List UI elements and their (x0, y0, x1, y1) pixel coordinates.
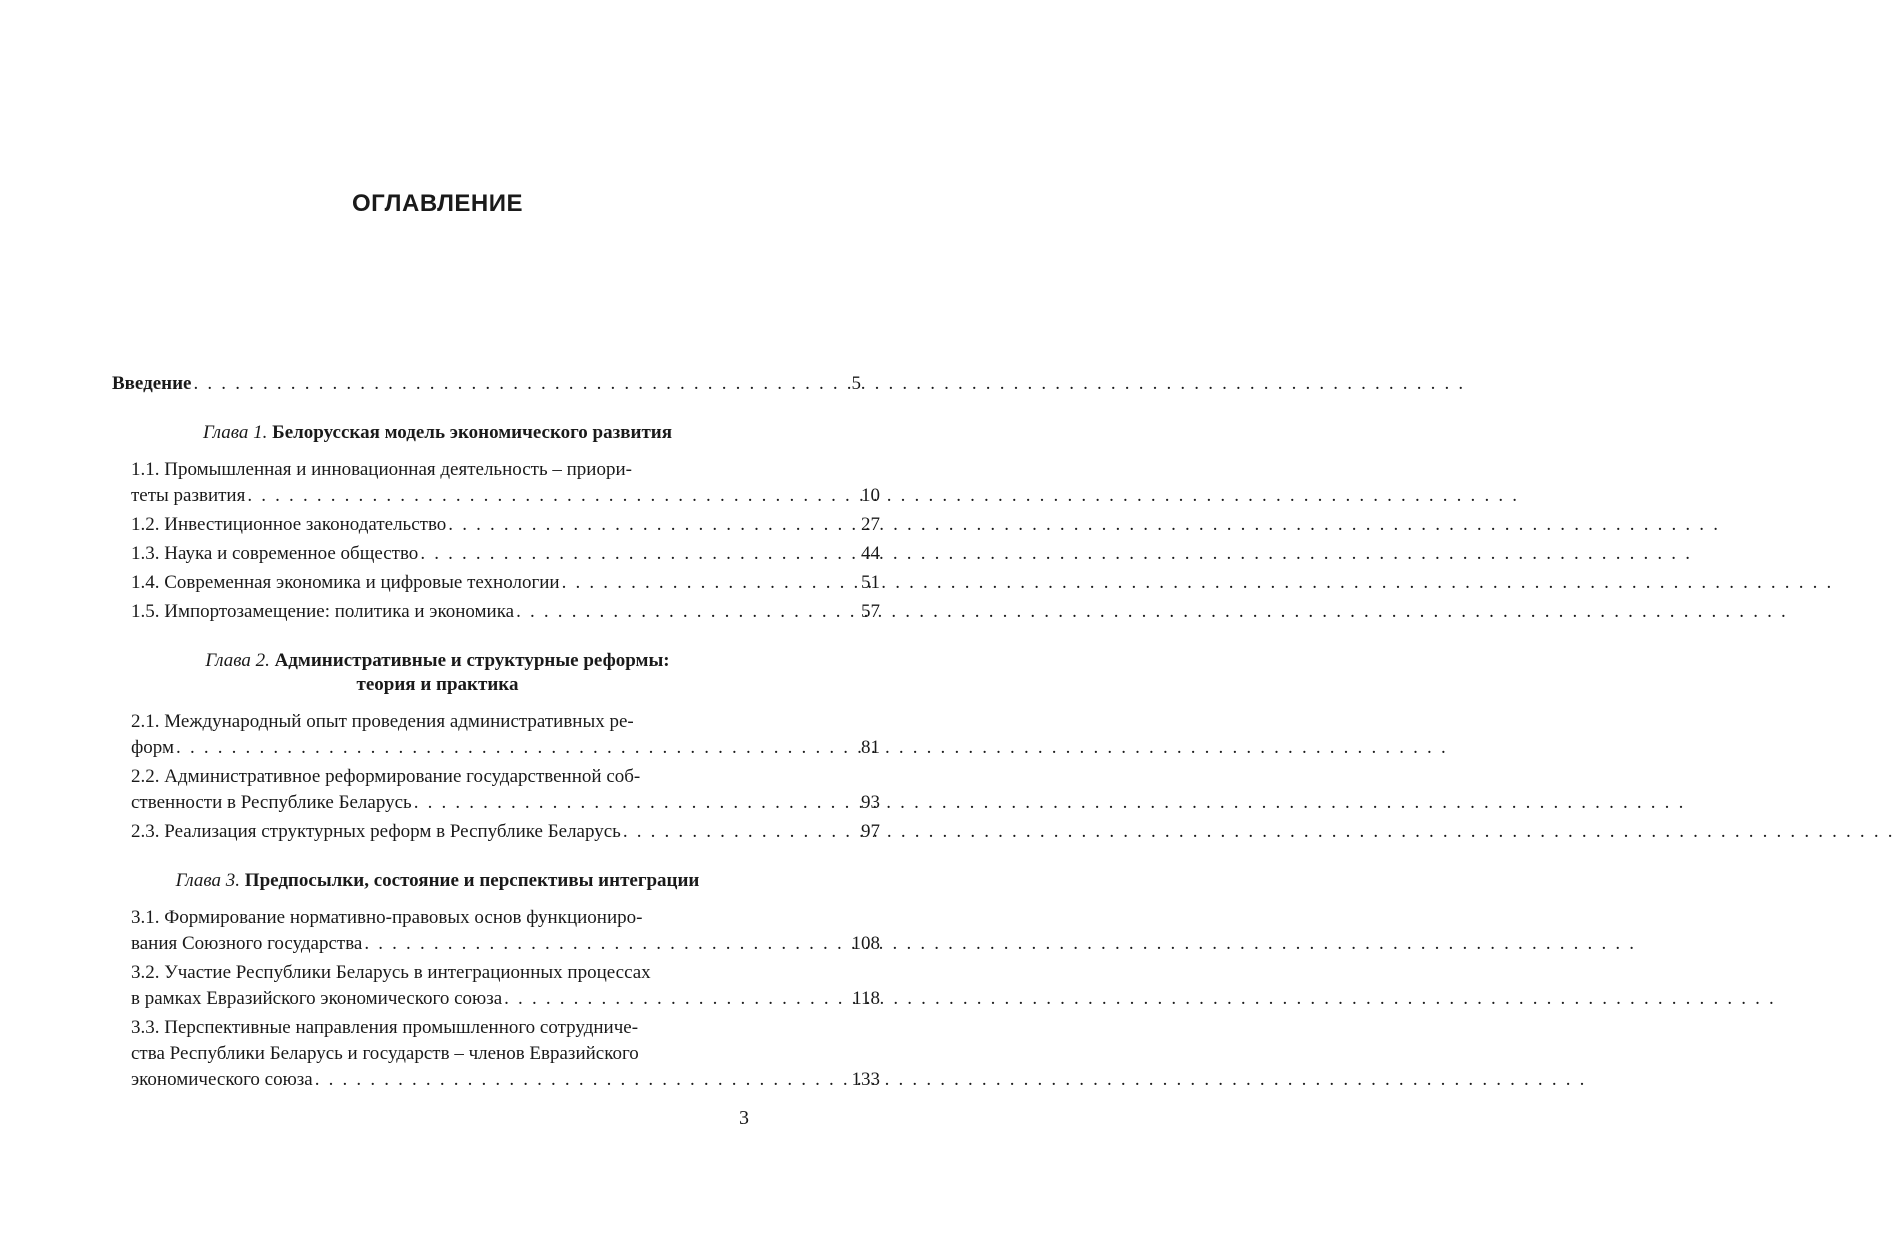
toc-entry-label: 1.5. Импортозамещение: политика и экономика (131, 601, 515, 622)
toc-page-number: 27 (861, 514, 880, 535)
toc-entry-3-3[interactable] (131, 1015, 880, 1093)
toc-entry-1-1[interactable] (131, 457, 880, 509)
toc-entry-3-1[interactable] (131, 905, 880, 957)
toc-entry-label: 1.2. Инвестиционное законодательство (131, 514, 447, 535)
toc-entry-introduction[interactable] (112, 371, 861, 397)
toc-entry-1-2[interactable] (131, 512, 880, 538)
toc-page-number: 57 (861, 601, 880, 622)
toc-entry-1-4[interactable] (131, 570, 880, 596)
chapter-label: Глава 3. (175, 870, 241, 891)
chapter-title: Предпосылки, состояние и перспективы интеграции (244, 870, 700, 891)
toc-entry-2-1[interactable] (131, 709, 880, 761)
toc-page-number: 133 (851, 1069, 880, 1090)
toc-entry-label: в рамках Евразийского экономического союза (131, 988, 503, 1009)
chapter-label: Глава 2. (205, 650, 270, 671)
toc-entry-2-2[interactable] (131, 764, 880, 816)
toc-entry-line: ства Республики Беларусь и государств – членов Евразийского (131, 1043, 639, 1064)
dot-leader (420, 541, 1692, 567)
toc-entry-line: 3.2. Участие Республики Беларусь в интеграционных процессах (131, 962, 651, 983)
toc-entry-3-2[interactable] (131, 960, 880, 1012)
chapter-heading-1 (0, 421, 875, 445)
toc-page-number: 44 (861, 543, 880, 564)
table-of-contents (0, 368, 880, 1096)
chapter-title: Административные и структурные реформы: (274, 650, 670, 671)
dot-leader (504, 986, 1776, 1012)
toc-entry-label: ственности в Республике Беларусь (131, 792, 412, 813)
toc-page-number: 97 (861, 821, 880, 842)
toc-page-number: 81 (861, 737, 880, 758)
dot-leader (414, 790, 1686, 816)
toc-entry-label: вания Союзного государства (131, 933, 363, 954)
toc-page-number: 51 (861, 572, 880, 593)
page-number-footer: 3 (739, 1107, 749, 1129)
toc-entry-label: 2.3. Реализация структурных реформ в Республике Беларусь (131, 821, 621, 842)
toc-entry-line: 3.1. Формирование нормативно-правовых основ функциониро- (131, 907, 643, 928)
toc-entry-2-3[interactable] (131, 819, 880, 845)
toc-page-number: 10 (861, 485, 880, 506)
toc-entry-label: 1.4. Современная экономика и цифровые технологии (131, 572, 560, 593)
toc-entry-1-3[interactable] (131, 541, 880, 567)
toc-entry-label: теты развития (131, 485, 246, 506)
dot-leader (315, 1067, 1587, 1093)
page-title: ОГЛАВЛЕНИЕ (351, 190, 524, 217)
chapter-title: Белорусская модель экономического развития (272, 422, 673, 443)
toc-page-number: 108 (851, 933, 880, 954)
dot-leader (247, 483, 1519, 509)
toc-page-number: 5 (851, 373, 861, 394)
chapter-heading-3 (0, 869, 875, 893)
dot-leader (364, 931, 1636, 957)
toc-entry-1-5[interactable] (131, 599, 880, 625)
toc-entry-label: экономического союза (131, 1069, 313, 1090)
chapter-label: Глава 1. (202, 422, 268, 443)
toc-entry-label: Введение (112, 373, 192, 394)
dot-leader (448, 512, 1720, 538)
toc-entry-label: форм (131, 737, 175, 758)
toc-entry-line: 1.1. Промышленная и инновационная деятельность – приори- (131, 459, 632, 480)
toc-page-number: 118 (852, 988, 880, 1009)
toc-entry-line: 2.1. Международный опыт проведения административных ре- (131, 711, 634, 732)
toc-entry-line: 2.2. Административное реформирование государственной соб- (131, 766, 641, 787)
chapter-title-line-2: теория и практика (356, 674, 519, 695)
toc-entry-line: 3.3. Перспективные направления промышленного сотрудниче- (131, 1017, 639, 1038)
toc-page-number: 93 (861, 792, 880, 813)
chapter-heading-2 (0, 649, 875, 697)
toc-entry-label: 1.3. Наука и современное общество (131, 543, 419, 564)
